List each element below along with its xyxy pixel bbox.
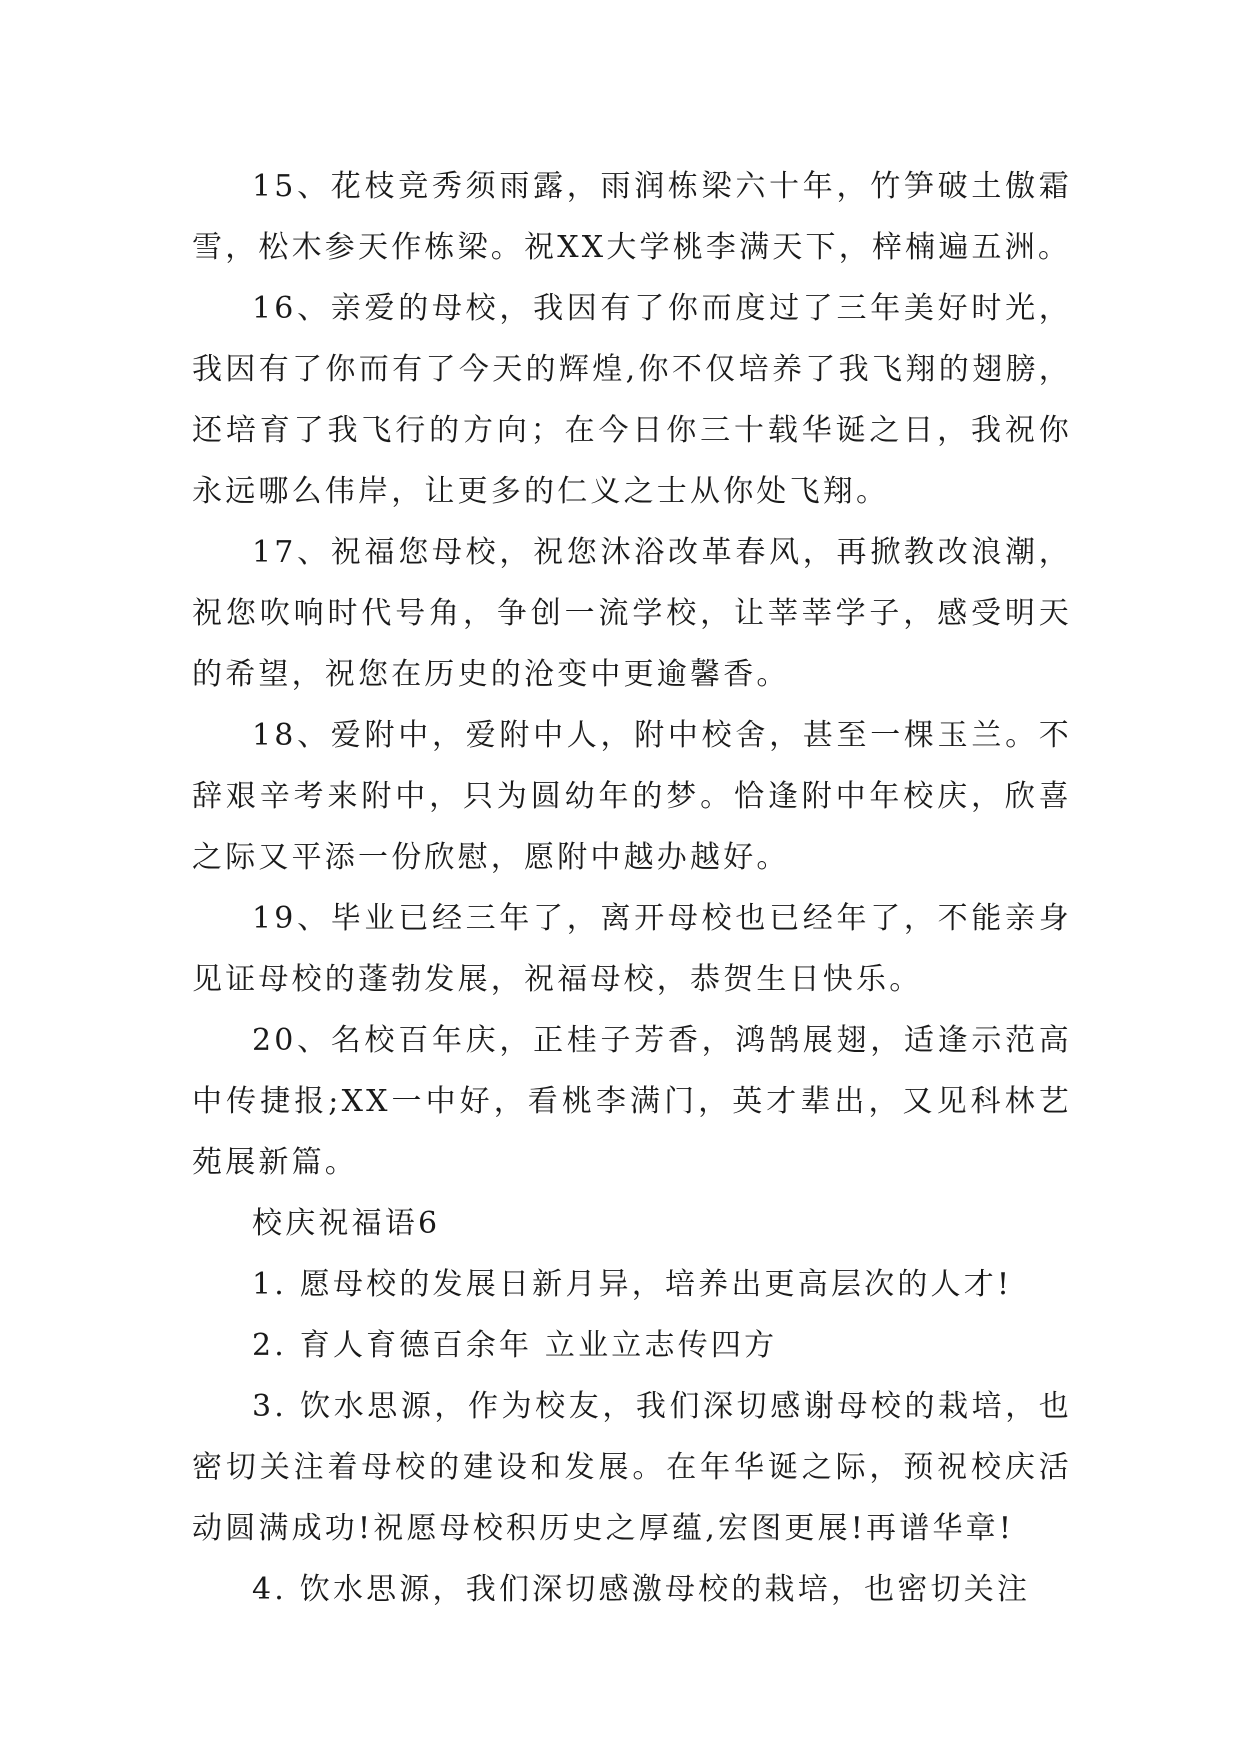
paragraph-20: 20、名校百年庆，正桂子芳香，鸿鹄展翅，适逢示范高中传捷报;XX一中好，看桃李满门，英才辈出，又见科林艺苑展新篇。 — [192, 1023, 1072, 1180]
document-page — [192, 156, 1072, 1620]
list-item-2: 2. 育人育德百余年 立业立志传四方 — [252, 1328, 778, 1363]
paragraph-15: 15、花枝竞秀须雨露，雨润栋梁六十年，竹笋破土傲霜雪，松木参天作栋梁。祝XX大学桃李满天下，梓楠遍五洲。 — [192, 169, 1072, 265]
paragraph-19: 19、毕业已经三年了，离开母校也已经年了，不能亲身见证母校的蓬勃发展，祝福母校，恭贺生日快乐。 — [192, 901, 1072, 997]
list-item-3: 3. 饮水思源，作为校友，我们深切感谢母校的栽培，也密切关注着母校的建设和发展。在年华诞之际，预祝校庆活动圆满成功!祝愿母校积历史之厚蕴,宏图更展!再谱华章! — [192, 1389, 1072, 1546]
section-title: 校庆祝福语6 — [252, 1206, 441, 1241]
list-item-4: 4. 饮水思源，我们深切感激母校的栽培，也密切关注 — [252, 1572, 1031, 1607]
paragraph-16: 16、亲爱的母校，我因有了你而度过了三年美好时光，我因有了你而有了今天的辉煌,你不仅培养了我飞翔的翅膀，还培育了我飞行的方向；在今日你三十载华诞之日，我祝你永远哪么伟岸，让更多的仁义之士从你处飞翔。 — [192, 291, 1072, 509]
paragraph-18: 18、爱附中，爱附中人，附中校舍，甚至一棵玉兰。不辞艰辛考来附中，只为圆幼年的梦。恰逢附中年校庆，欣喜之际又平添一份欣慰，愿附中越办越好。 — [192, 718, 1072, 875]
list-item-1: 1. 愿母校的发展日新月异，培养出更高层次的人才! — [252, 1267, 1013, 1302]
paragraph-17: 17、祝福您母校，祝您沐浴改革春风，再掀教改浪潮，祝您吹响时代号角，争创一流学校，让莘莘学子，感受明天的希望，祝您在历史的沧变中更逾馨香。 — [192, 535, 1072, 692]
